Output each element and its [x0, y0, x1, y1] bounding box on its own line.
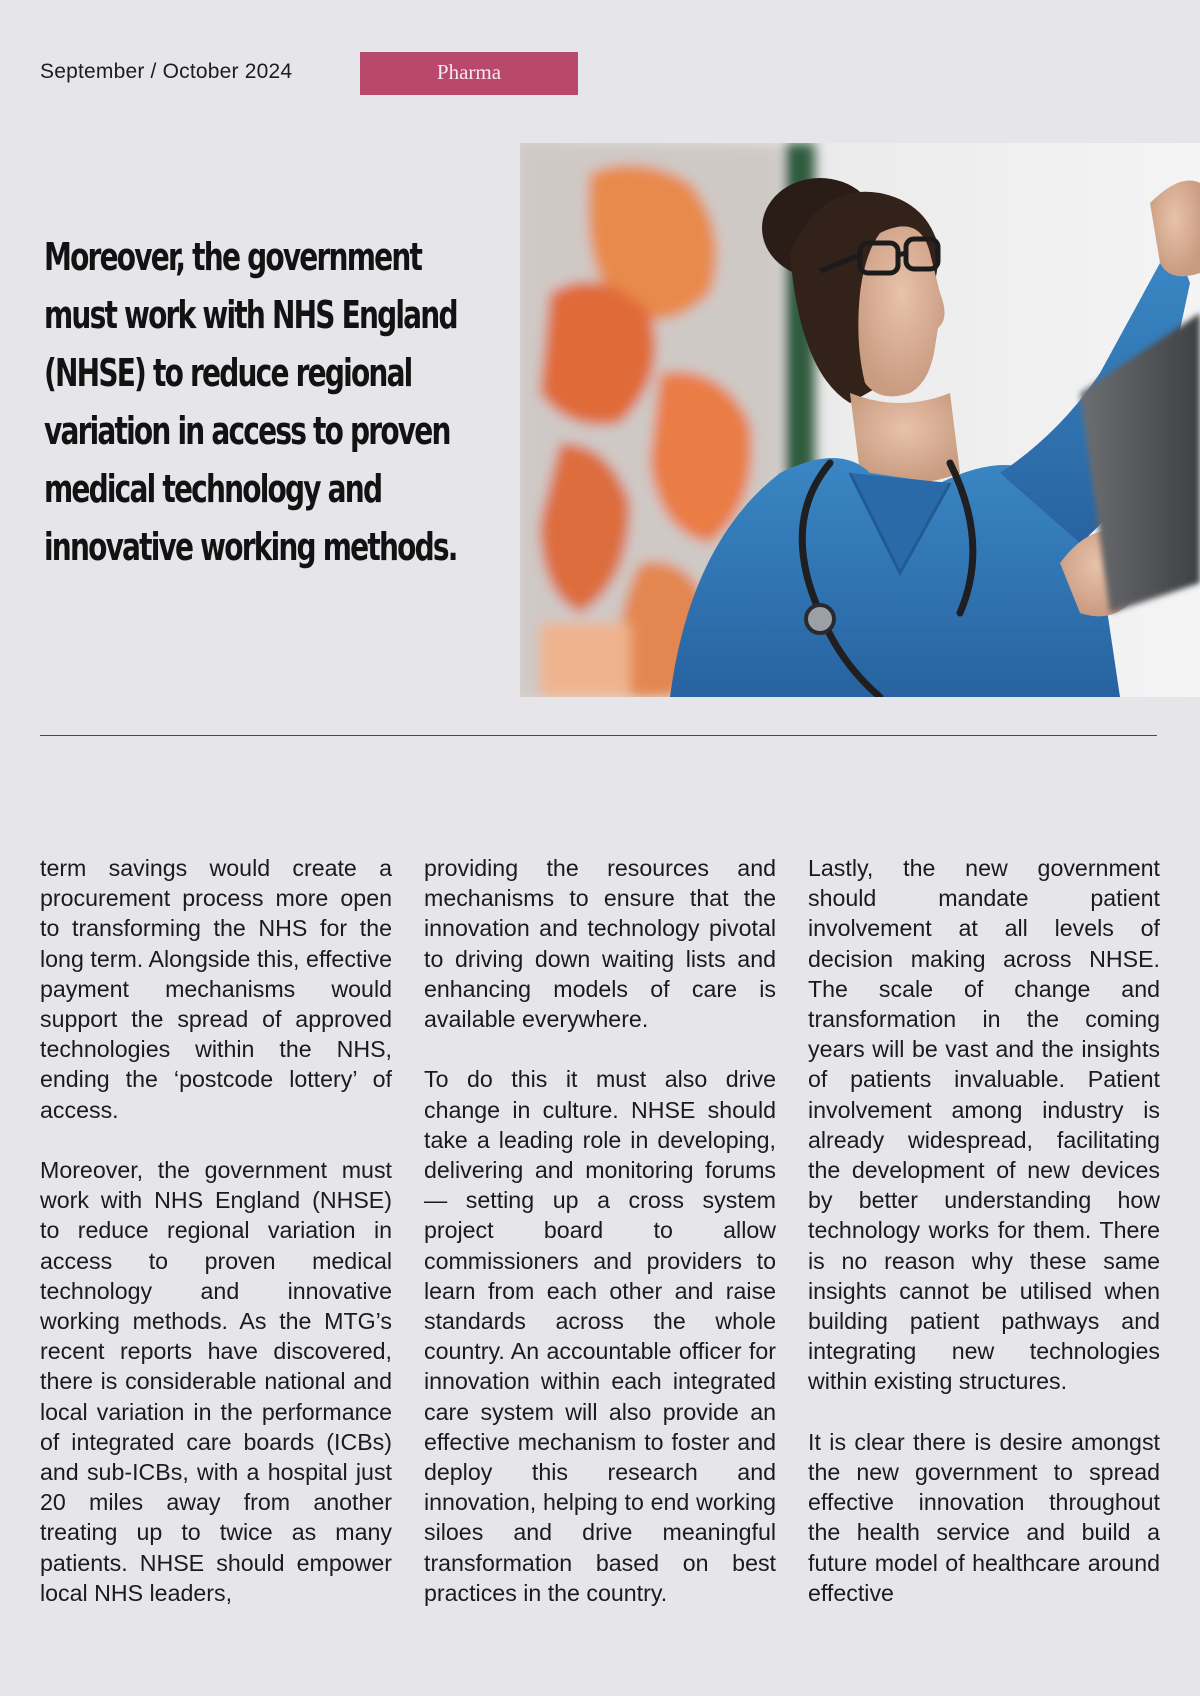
paragraph: To do this it must also drive change in culture. NHSE should take a leading role in developing, delivering and monitoring forums — setting up a cross system project board to allow commissioners and providers to learn from each other and raise standards across the whole country. An accountable officer for innovation within each integrated care system will also provide an effective mechanism to foster and deploy this research and innovation, helping to end working siloes and drive meaningful transformation based on best practices in the country.	[424, 1066, 776, 1606]
pull-quote: Moreover, the government must work with NHS England (NHSE) to reduce regional variation in access to proven medical technology and innovative working methods.	[44, 235, 457, 569]
paragraph: term savings would create a procurement process more open to transforming the NHS for the long term. Alongside this, effective payment mechanisms would support the spread of approved technologies within the NHS, ending the ‘postcode lottery’ of access.	[40, 855, 392, 1123]
paragraph: It is clear there is desire amongst the new government to spread effective innovation throughout the health service and build a future model of healthcare around effective	[808, 1428, 1160, 1606]
section-divider	[40, 735, 1157, 736]
hero-photo-nurse-with-tablet	[520, 143, 1200, 697]
paragraph: Moreover, the government must work with NHS England (NHSE) to reduce regional variation in access to proven medical technology and innovative working methods. As the MTG’s recent reports have discovered, there is considerable national and local variation in the performance of integrated care boards (ICBs) and sub-ICBs, with a hospital just 20 miles away from another treating up to twice as many patients. NHSE should empower local NHS leaders,	[40, 1157, 392, 1606]
issue-date: September / October 2024	[40, 60, 293, 83]
paragraph: providing the resources and mechanisms to ensure that the innovation and technology pivotal to driving down waiting lists and enhancing models of care is available everywhere.	[424, 855, 776, 1033]
text-column-3	[808, 853, 1160, 1608]
text-column-1	[40, 853, 392, 1608]
paragraph: Lastly, the new government should mandate patient involvement at all levels of decision making across NHSE. The scale of change and transformation in the coming years will be vast and the insights of patients invaluable. Patient involvement among industry is already widespread, facilitating the development of new devices by better understanding how technology works for them. There is no reason why these same insights cannot be utilised when building patient pathways and integrating new technologies within existing structures.	[808, 855, 1160, 1395]
section-tag: Pharma	[360, 52, 578, 95]
text-column-2	[424, 853, 776, 1608]
